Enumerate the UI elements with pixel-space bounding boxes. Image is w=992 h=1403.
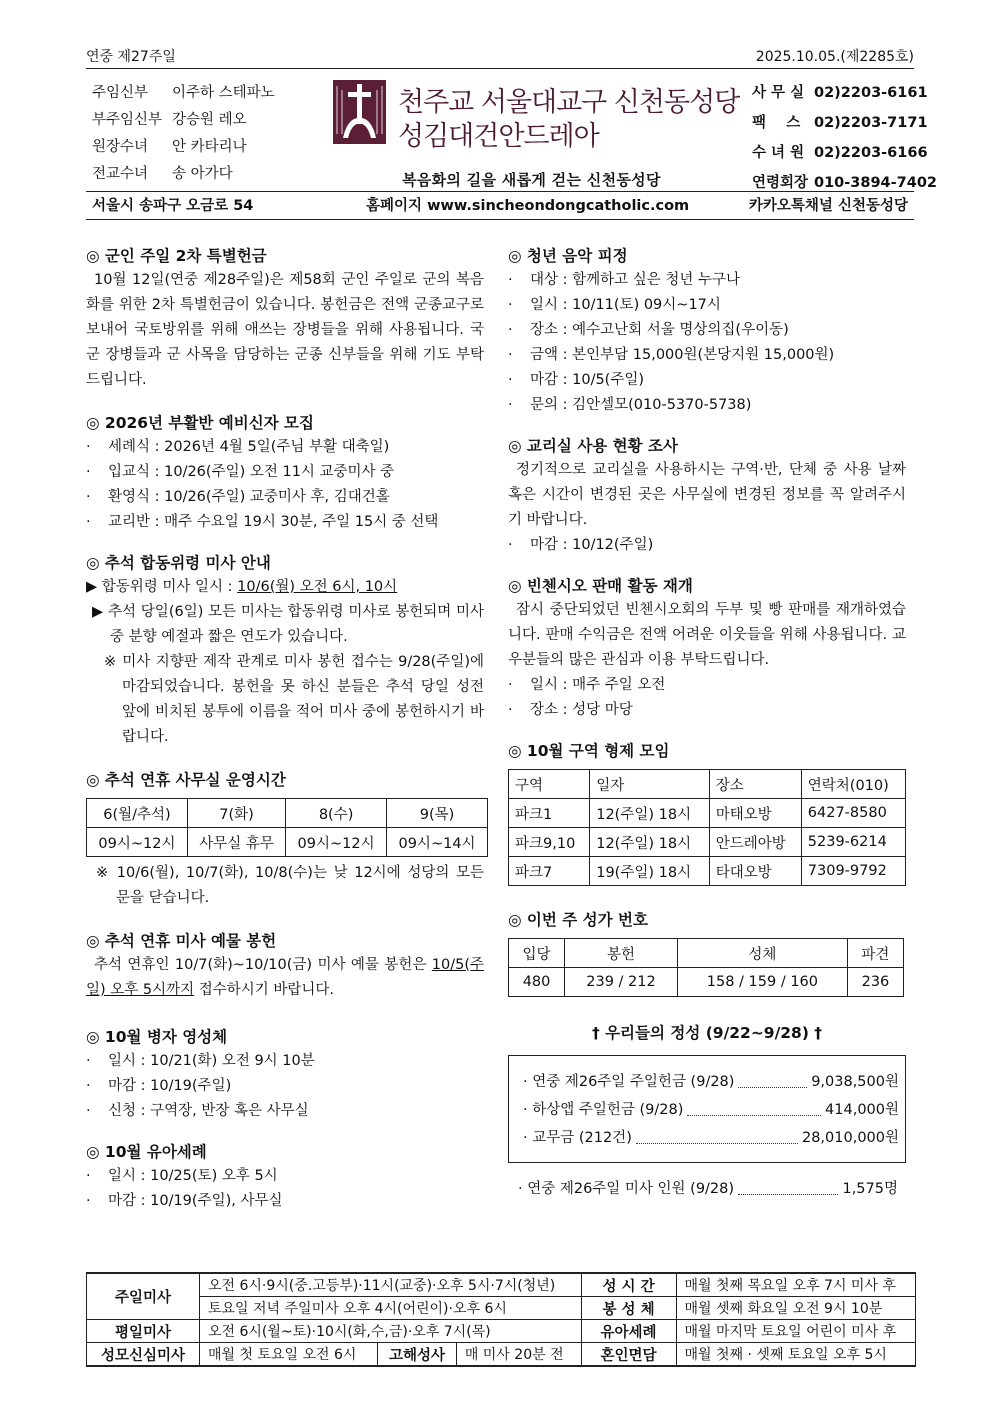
left-column: [86, 244, 484, 1214]
list-item-text: 신청 : 구역장, 반장 혹은 사무실: [108, 1103, 309, 1119]
chuseok-mass-note: ▶ 추석 당일(6일) 모든 미사는 합동위령 미사로 봉헌되며 미사 중 분향 예절과 짧은 연도가 있습니다.: [92, 604, 484, 645]
table-row: [87, 1297, 916, 1320]
offering-amount: 28,010,000원: [801, 1130, 899, 1146]
offering-label: · 연중 제26주일 주일헌금 (9/28): [523, 1074, 735, 1090]
section-title: ◎ 군인 주일 2차 특별헌금: [86, 247, 267, 265]
schedule-label: 혼인면담: [581, 1343, 676, 1367]
offering-deadline: 10/5(주일) 오후 5시까지: [86, 957, 484, 998]
contact-label: 팩 스: [752, 115, 801, 131]
list-item-text: 교리반 : 매주 수요일 19시 30분, 주일 15시 중 선택: [108, 514, 439, 530]
offering-body-text: 추석 연휴인 10/7(화)~10/10(금) 미사 예물 봉헌은: [94, 957, 427, 973]
table-cell: 19(주일) 18시: [590, 857, 710, 886]
list-item-text: 마감 : 10/12(주일): [530, 537, 654, 553]
list-item: · 신청 : 구역장, 반장 혹은 사무실: [86, 1103, 309, 1119]
list-item-text: 일시 : 10/11(토) 09시~17시: [530, 297, 721, 313]
staff-name: 안 카타리나: [172, 139, 247, 155]
table-header-cell: 9(목): [387, 799, 488, 828]
section-title: ◎ 2026년 부활반 예비신자 모집: [86, 414, 314, 432]
list-item: · 마감 : 10/19(주일): [86, 1078, 232, 1094]
contact-label: 사 무 실: [752, 85, 805, 101]
table-cell: 마태오방: [709, 799, 801, 828]
list-item: · 마감 : 10/5(주일): [508, 372, 645, 388]
table-header-cell: 구역: [509, 770, 590, 799]
contact-value: 02)2203-6166: [814, 145, 928, 161]
list-item-text: 세례식 : 2026년 4월 5일(주님 부활 대축일): [108, 439, 390, 455]
parish-patron: 성김대건안드레아: [398, 121, 599, 152]
table-cell: 09시~12시: [286, 828, 387, 857]
list-item-text: 일시 : 10/21(화) 오전 9시 10분: [108, 1053, 315, 1069]
list-item: · 마감 : 10/19(주일), 사무실: [86, 1193, 283, 1209]
table-row: [509, 799, 906, 828]
staff-name: 강승원 레오: [172, 112, 247, 128]
schedule-label: 봉 성 체: [581, 1297, 676, 1320]
church-cross-icon: [333, 80, 386, 144]
intention-note: ※ 미사 지향판 제작 관계로 미사 봉헌 접수는 9/28(주일)에 마감되었습니다. 봉헌을 못 하신 분들은 추석 당일 성전 앞에 비치된 봉투에 이름을 적어 미사 중에 봉헌하시기 바랍니다.: [104, 654, 484, 745]
section-body: 정기적으로 교리실을 사용하시는 구역·반, 단체 중 사용 날짜 혹은 시간이 변경된 곳은 사무실에 변경된 정보를 꼭 알려주시기 바랍니다.: [508, 462, 906, 528]
header-bottom-rule: [86, 219, 914, 220]
schedule-label: 주일미사: [87, 1273, 200, 1320]
section-title: ◎ 교리실 사용 현황 조사: [508, 437, 678, 455]
contact-row: [752, 78, 937, 108]
section-title: ◎ 10월 구역 형제 모임: [508, 742, 670, 760]
list-item: · 입교식 : 10/26(주일) 오전 11시 교중미사 중: [86, 464, 395, 480]
table-header-cell: 봉헌: [565, 939, 678, 968]
staff-list: [92, 80, 275, 188]
table-header-cell: 파견: [847, 939, 903, 968]
offering-label: · 교무금 (212건): [523, 1130, 632, 1146]
table-row: [87, 1320, 916, 1343]
staff-role: 주임신부: [92, 85, 149, 101]
list-item-text: 대상 : 함께하고 싶은 청년 누구나: [530, 272, 741, 288]
list-item-text: 입교식 : 10/26(주일) 오전 11시 교중미사 중: [108, 464, 395, 480]
schedule-value: 매월 첫 토요일 오전 6시: [200, 1343, 378, 1367]
list-item-text: 금액 : 본인부담 15,000원(본당지원 15,000원): [530, 347, 835, 363]
section-body: 잠시 중단되었던 빈첸시오회의 두부 및 빵 판매를 재개하였습니다. 판매 수익금은 전액 어려운 이웃들을 위해 사용됩니다. 교우분들의 많은 관심과 이용 부탁드립니다.: [508, 602, 906, 668]
schedule-value: 매월 첫째 목요일 오후 7시 미사 후: [676, 1273, 915, 1297]
section-title: ◎ 추석 합동위령 미사 안내: [86, 554, 271, 572]
infant-baptism-list: [86, 1164, 484, 1214]
staff-name: 송 아가다: [172, 166, 233, 182]
table-cell: 파크9,10: [509, 828, 590, 857]
mass-schedule-table: [86, 1272, 916, 1367]
list-item-text: 마감 : 10/19(주일), 사무실: [108, 1193, 283, 1209]
schedule-value: 매월 첫째 · 셋째 토요일 오후 5시: [676, 1343, 915, 1367]
contact-value: 010-3894-7402: [814, 175, 938, 191]
list-item: · 장소 : 성당 마당: [508, 702, 633, 718]
list-item-text: 일시 : 매주 주일 오전: [530, 677, 666, 693]
table-cell: 12(주일) 18시: [590, 828, 710, 857]
offering-amount: 9,038,500원: [811, 1074, 899, 1090]
hymn-table: [508, 938, 904, 997]
list-item-text: 장소 : 성당 마당: [530, 702, 633, 718]
table-row: [87, 828, 488, 857]
list-item: · 일시 : 매주 주일 오전: [508, 677, 666, 693]
header-mid-rule: [86, 191, 914, 192]
list-item: · 대상 : 함께하고 싶은 청년 누구나: [508, 272, 741, 288]
table-cell: 09시~12시: [87, 828, 188, 857]
office-hours-table: [86, 798, 488, 857]
table-header-cell: 일자: [590, 770, 710, 799]
table-row: [509, 857, 906, 886]
list-item: · 환영식 : 10/26(주일) 교중미사 후, 김대건홀: [86, 489, 390, 505]
schedule-value: 매월 마지막 토요일 어린이 미사 후: [676, 1320, 915, 1343]
contact-list: [752, 78, 937, 198]
schedule-value: 오전 6시(월~토)·10시(화,수,금)·오후 7시(목): [200, 1320, 582, 1343]
offering-line: [518, 1175, 898, 1203]
section-title: ◎ 청년 음악 피정: [508, 247, 628, 265]
table-cell: 타대오방: [709, 857, 801, 886]
header-top-rule: [86, 68, 914, 69]
contact-value: 02)2203-7171: [814, 115, 928, 131]
table-cell: 안드레아방: [709, 828, 801, 857]
week-label: 연중 제27주일: [86, 49, 176, 65]
schedule-label: 평일미사: [87, 1320, 200, 1343]
offering-line: [523, 1068, 899, 1096]
list-item: · 일시 : 10/25(토) 오후 5시: [86, 1168, 278, 1184]
table-row: [509, 968, 904, 997]
staff-name: 이주하 스테파노: [172, 85, 275, 101]
contact-label: 연령회장: [752, 175, 809, 191]
schedule-label: 성 시 간: [581, 1273, 676, 1297]
schedule-label: 유아세례: [581, 1320, 676, 1343]
staff-row: [92, 161, 275, 188]
schedule-value: 오전 6시·9시(중.고등부)·11시(교중)·오후 5시·7시(청년): [200, 1273, 582, 1297]
table-header-cell: 6(월/추석): [87, 799, 188, 828]
staff-row: [92, 80, 275, 107]
attendance-count: 1,575명: [842, 1181, 898, 1197]
staff-row: [92, 134, 275, 161]
staff-role: 전교수녀: [92, 166, 149, 182]
table-cell: 사무실 휴무: [187, 828, 285, 857]
list-item-text: 마감 : 10/5(주일): [530, 372, 645, 388]
staff-role: 부주임신부: [92, 112, 163, 128]
schedule-label: 고해성사: [378, 1343, 457, 1367]
list-item-text: 일시 : 10/25(토) 오후 5시: [108, 1168, 278, 1184]
list-item: · 장소 : 예수고난회 서울 명상의집(우이동): [508, 322, 789, 338]
table-row: [509, 770, 906, 799]
section-title: ◎ 10월 병자 영성체: [86, 1028, 228, 1046]
table-cell: 7309-9792: [801, 857, 905, 886]
table-cell: 5239-6214: [801, 828, 905, 857]
list-item-text: 마감 : 10/19(주일): [108, 1078, 232, 1094]
list-item-text: 문의 : 김안셀모(010-5370-5738): [530, 397, 752, 413]
table-cell: 파크7: [509, 857, 590, 886]
sick-communion-list: [86, 1049, 484, 1124]
catechumen-list: [86, 435, 484, 535]
table-header-cell: 연락처(010): [801, 770, 905, 799]
right-column: [508, 244, 906, 1203]
table-header-cell: 입당: [509, 939, 565, 968]
table-header-cell: 성체: [677, 939, 847, 968]
staff-row: [92, 107, 275, 134]
table-row: [87, 1273, 916, 1297]
schedule-value: 매월 셋째 화요일 오전 9시 10분: [676, 1297, 915, 1320]
table-cell: 236: [847, 968, 903, 997]
table-cell: 12(주일) 18시: [590, 799, 710, 828]
parish-title: 천주교 서울대교구 신천동성당: [398, 87, 740, 118]
staff-role: 원장수녀: [92, 139, 149, 155]
offering-line: [523, 1124, 899, 1152]
brothers-meeting-table: [508, 769, 906, 886]
retreat-list: [508, 268, 906, 418]
schedule-value: 토요일 저녁 주일미사 오후 4시(어린이)·오후 6시: [200, 1297, 582, 1320]
list-item: · 교리반 : 매주 수요일 19시 30분, 주일 15시 중 선택: [86, 514, 439, 530]
table-row: [87, 1343, 916, 1367]
list-item-text: 장소 : 예수고난회 서울 명상의집(우이동): [530, 322, 789, 338]
offering-body: [86, 953, 484, 1003]
homepage-link[interactable]: 홈페이지 www.sincheondongcatholic.com: [366, 198, 690, 214]
schedule-value: 매 미사 20분 전: [456, 1343, 581, 1367]
memorial-mass-label: ▶ 합동위령 미사 일시 :: [86, 579, 238, 595]
offering-summary-box: [508, 1055, 906, 1163]
parish-slogan: 복음화의 길을 새롭게 걷는 신천동성당: [402, 171, 661, 189]
contact-value: 02)2203-6161: [814, 85, 928, 101]
attendance-label: · 연중 제26주일 미사 인원 (9/28): [518, 1181, 735, 1197]
list-item-text: 환영식 : 10/26(주일) 교중미사 후, 김대건홀: [108, 489, 390, 505]
table-cell: 239 / 212: [565, 968, 678, 997]
address: 서울시 송파구 오금로 54: [92, 198, 254, 214]
contact-row: [752, 138, 937, 168]
door-closing-note: ※ 10/6(월), 10/7(화), 10/8(수)는 낮 12시에 성당의 모든 문을 닫습니다.: [96, 865, 484, 906]
list-item: · 세례식 : 2026년 4월 5일(주님 부활 대축일): [86, 439, 390, 455]
table-cell: 6427-8580: [801, 799, 905, 828]
offering-body-end: 접수하시기 바랍니다.: [194, 982, 335, 998]
table-cell: 09시~14시: [387, 828, 488, 857]
contact-label: 수 녀 원: [752, 145, 805, 161]
table-cell: 파크1: [509, 799, 590, 828]
section-title: ◎ 추석 연휴 미사 예물 봉헌: [86, 932, 277, 950]
table-header-cell: 장소: [709, 770, 801, 799]
table-row: [87, 799, 488, 828]
contact-row: [752, 108, 937, 138]
list-item: · 문의 : 김안셀모(010-5370-5738): [508, 397, 752, 413]
table-cell: 158 / 159 / 160: [677, 968, 847, 997]
schedule-label: 성모신심미사: [87, 1343, 200, 1367]
section-title: ◎ 이번 주 성가 번호: [508, 911, 648, 929]
attendance-line: [508, 1175, 906, 1203]
section-title: ◎ 빈첸시오 판매 활동 재개: [508, 577, 693, 595]
kakao-channel: 카카오톡채널 신천동성당: [748, 198, 908, 214]
section-body: 10월 12일(연중 제28주일)은 제58회 군인 주일로 군의 복음화를 위한 2차 특별헌금이 있습니다. 봉헌금은 전액 군종교구로 보내어 국토방위를 위해 애쓰는 장병들을 위해 사용됩니다. 국군 장병들과 군 사목을 담당하는 군종 신부들을 위해 기도 부탁드립니다.: [86, 272, 484, 388]
offering-line: [523, 1096, 899, 1124]
table-header-cell: 7(화): [187, 799, 285, 828]
list-item: · 일시 : 10/11(토) 09시~17시: [508, 297, 721, 313]
table-row: [509, 828, 906, 857]
section-title: ◎ 10월 유아세례: [86, 1143, 207, 1161]
offering-amount: 414,000원: [825, 1102, 899, 1118]
table-cell: 480: [509, 968, 565, 997]
list-item: · 일시 : 10/21(화) 오전 9시 10분: [86, 1053, 315, 1069]
table-header-cell: 8(수): [286, 799, 387, 828]
section-title: ◎ 추석 연휴 사무실 운영시간: [86, 771, 286, 789]
offering-summary-title: † 우리들의 정성 (9/22~9/28) †: [591, 1024, 823, 1042]
memorial-mass-datetime: 10/6(월) 오전 6시, 10시: [237, 579, 398, 595]
memorial-mass-time: [86, 575, 484, 600]
list-item: · 마감 : 10/12(주일): [508, 537, 654, 553]
list-item: · 금액 : 본인부담 15,000원(본당지원 15,000원): [508, 347, 835, 363]
table-row: [509, 939, 904, 968]
issue-date: 2025.10.05.(제2285호): [755, 49, 914, 65]
church-logo: [333, 80, 386, 144]
offering-label: · 하상앱 주일헌금 (9/28): [523, 1102, 684, 1118]
